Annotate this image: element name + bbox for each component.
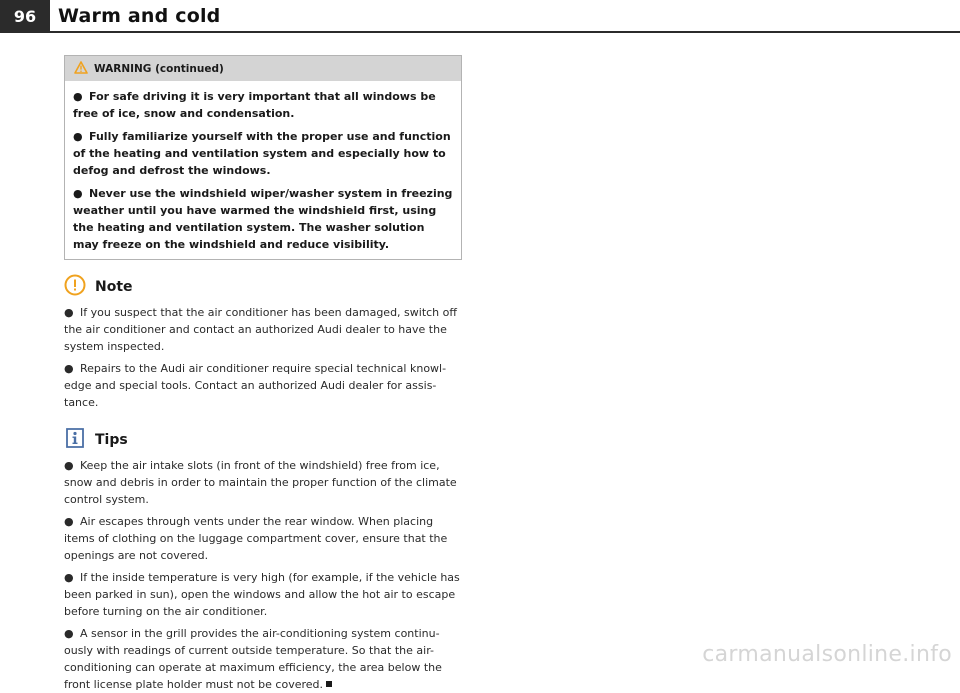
header-rule [0,31,960,33]
page-number: 96 [0,0,50,33]
note-exclamation-circle-icon [64,274,86,300]
tips-item: ● If the inside temperature is very high (for example, if the vehicle has been parked in sun), open the windows and allow the hot air to escape before turning on the air conditioner. [64,571,460,618]
page-content [64,55,462,693]
bullet-icon: ● [64,459,74,472]
bullet-icon: ● [64,571,74,584]
bullet-icon: ● [64,306,74,319]
tips-info-icon [64,427,86,453]
section-end-square-icon [326,681,332,687]
warning-item: ● Never use the windshield wiper/washer system in freezing weather until you have warmed the windshield first, using the heating and ventilation system. The washer solution may freeze on the windshield and reduce visibility. [73,187,453,251]
note-heading: Note [95,279,133,295]
note-header [64,274,462,300]
warning-heading: WARNING (continued) [94,62,224,75]
page-title: Warm and cold [58,5,221,27]
watermark: carmanualsonline.info [702,642,952,667]
warning-body [65,81,461,259]
bullet-icon: ● [73,90,83,103]
tips-item: ● Keep the air intake slots (in front of the windshield) free from ice, snow and debris in order to maintain the proper function of the climate control system. [64,459,457,506]
warning-box [64,55,462,260]
bullet-icon: ● [73,187,83,200]
warning-triangle-icon [74,61,88,77]
warning-item: ● Fully familiarize yourself with the proper use and function of the heating and ventilation system and especially how to defog and defrost the windows. [73,130,451,177]
bullet-icon: ● [73,130,83,143]
tips-header [64,427,462,453]
tips-heading: Tips [95,432,128,448]
bullet-icon: ● [64,627,74,640]
bullet-icon: ● [64,515,74,528]
bullet-icon: ● [64,362,74,375]
tips-item: ● Air escapes through vents under the rear window. When placing items of clothing on the luggage compartment cover, ensure that the openings are not covered. [64,515,448,562]
note-item: ● Repairs to the Audi air conditioner require special technical knowl-edge and special tools. Contact an authorized Audi dealer for assis-tance. [64,362,447,409]
note-item: ● If you suspect that the air conditioner has been damaged, switch off the air conditioner and contact an authorized Audi dealer to have the system inspected. [64,306,457,353]
warning-header [65,56,461,81]
warning-item: ● For safe driving it is very important that all windows be free of ice, snow and condensation. [73,90,436,120]
tips-item: ● A sensor in the grill provides the air-conditioning system continu-ously with readings of current outside temperature. So that the air-conditioning can operate at maximum efficiency, the area below the front license plate holder must not be covered. [64,627,442,691]
